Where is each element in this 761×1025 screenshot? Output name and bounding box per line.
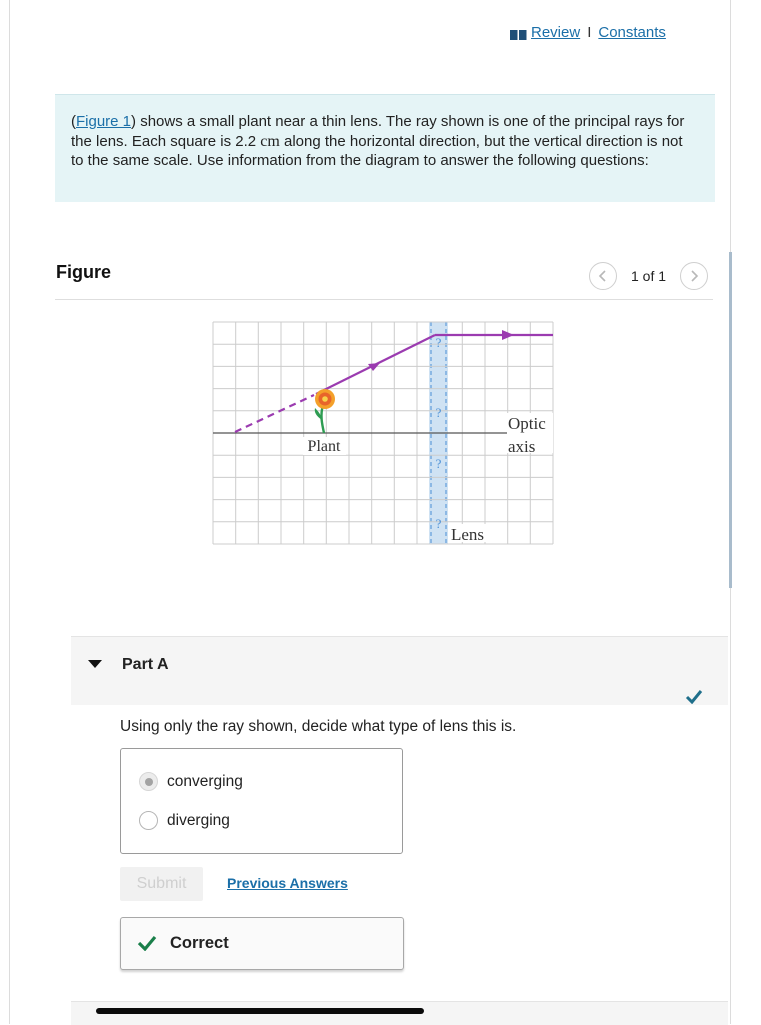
plant-label: Plant (307, 438, 341, 455)
axis-label: axis (508, 437, 536, 456)
figure-divider (55, 299, 713, 300)
figure-pager (589, 262, 708, 290)
checkmark-icon (685, 689, 703, 704)
link-separator: I (587, 24, 592, 41)
intro-text: (Figure 1) shows a small plant near a thin lens. The ray shown is one of the principal rays for the lens. Each square is 2.2 cm along the horizontal direction, but the vertical direction is not to the same scale. Use information from the diagram to answer the following questions: (55, 94, 715, 202)
check-icon (137, 934, 157, 951)
figure-title: Figure (56, 262, 112, 282)
chevron-right-icon (689, 270, 699, 282)
feedback-text: Correct (170, 934, 229, 952)
chevron-left-icon (598, 270, 608, 282)
book-icon (510, 28, 527, 40)
scrollbar-thumb[interactable] (729, 252, 732, 588)
option-label: converging (167, 772, 243, 790)
submit-button[interactable]: Submit (120, 867, 203, 901)
answer-options (120, 748, 403, 854)
intro-unit: cm (260, 132, 280, 150)
option-converging[interactable] (139, 772, 243, 791)
intro-text-1: ) shows a small plant near a thin lens. The ray shown is one of the principal rays for the lens. Each square is 2.2 (71, 113, 685, 150)
lens-unknown-3: ? (435, 456, 442, 471)
lens-unknown-4: ? (435, 516, 442, 531)
part-a-header[interactable] (71, 636, 728, 705)
page-left-edge (9, 0, 10, 1024)
lens-unknown-1: ? (435, 335, 442, 350)
review-link[interactable]: Review (531, 24, 581, 41)
caret-down-icon (88, 660, 102, 668)
feedback-box (120, 917, 404, 970)
constants-link[interactable]: Constants (598, 24, 666, 41)
home-indicator (96, 1008, 424, 1014)
top-links (510, 24, 666, 41)
radio-diverging[interactable] (139, 811, 158, 830)
optic-label: Optic (508, 414, 546, 433)
next-figure-button[interactable] (680, 262, 708, 290)
part-a-question: Using only the ray shown, decide what type of lens this is. (120, 718, 517, 735)
lens-unknown-2: ? (435, 405, 442, 420)
lens-label: Lens (451, 525, 485, 544)
part-a-title: Part A (122, 656, 169, 673)
figure-pager-text: 1 of 1 (631, 268, 667, 284)
intro-text-2: along the horizontal direction, but the vertical direction is not to the same scale. Use information from the diagram to answer the following questions: (71, 132, 683, 169)
previous-answers-link[interactable]: Previous Answers (227, 875, 348, 891)
option-label: diverging (167, 811, 230, 829)
figure-link[interactable]: Figure 1 (76, 113, 132, 130)
lens-diagram (212, 320, 557, 548)
option-diverging[interactable] (139, 811, 230, 830)
prev-figure-button[interactable] (589, 262, 617, 290)
ray-virtual-extension (235, 395, 314, 432)
radio-converging[interactable] (139, 772, 158, 791)
